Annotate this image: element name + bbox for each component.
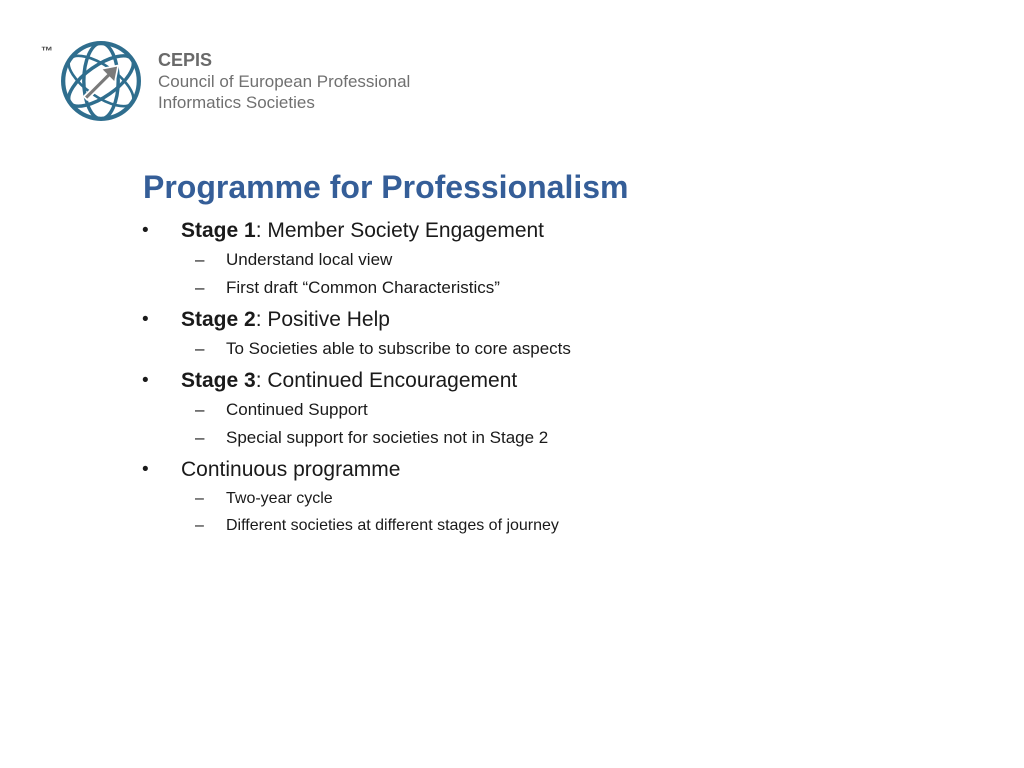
organization-acronym: CEPIS: [158, 50, 213, 70]
sub-item: [181, 485, 960, 512]
sub-list: [181, 335, 960, 363]
bullet-text: : Continued Encouragement: [255, 369, 518, 392]
sub-marker: –: [195, 400, 205, 419]
sub-list: [181, 246, 960, 302]
sub-marker: –: [195, 490, 204, 507]
sub-item-text: First draft “Common Characteristics”: [226, 278, 500, 297]
slide-title: Programme for Professionalism: [143, 169, 629, 205]
sub-item: [181, 424, 960, 452]
bullet-marker: •: [142, 370, 149, 391]
bullet-continuous-programme: [140, 455, 960, 539]
sub-marker: –: [195, 517, 204, 534]
bullet-bold-label: Stage 3: [181, 369, 256, 392]
sub-item-text: Two-year cycle: [226, 490, 333, 507]
bullet-text: Continuous programme: [181, 458, 401, 481]
sub-item-text: Different societies at different stages of journey: [226, 517, 559, 534]
sub-item: [181, 512, 960, 539]
sub-item-text: Continued Support: [226, 400, 368, 419]
organization-name-line-2: Informatics Societies: [158, 93, 315, 112]
organization-name-line-1: Council of European Professional: [158, 72, 411, 91]
bullet-bold-label: Stage 2: [181, 308, 256, 331]
bullet-stage-3: [140, 366, 960, 452]
sub-item: [181, 274, 960, 302]
sub-marker: –: [195, 428, 205, 447]
bullet-list: [140, 216, 960, 542]
bullet-marker: •: [142, 459, 149, 480]
sub-item-text: Special support for societies not in Stage 2: [226, 428, 549, 447]
bullet-marker: •: [142, 220, 149, 241]
sub-item-text: Understand local view: [226, 250, 393, 269]
bullet-marker: •: [142, 309, 149, 330]
sub-item: [181, 396, 960, 424]
globe-arrow-icon: [58, 38, 144, 124]
bullet-stage-1: [140, 216, 960, 302]
bullet-bold-label: Stage 1: [181, 219, 256, 242]
sub-list: [181, 485, 960, 539]
trademark-symbol: ™: [41, 44, 54, 58]
organization-name: [158, 49, 410, 113]
bullet-text: : Member Society Engagement: [255, 219, 545, 242]
sub-marker: –: [195, 339, 205, 358]
sub-item-text: To Societies able to subscribe to core aspects: [226, 339, 571, 358]
bullet-stage-2: [140, 305, 960, 363]
sub-item: [181, 335, 960, 363]
bullet-text: : Positive Help: [255, 308, 390, 331]
sub-marker: –: [195, 278, 205, 297]
sub-marker: –: [195, 250, 205, 269]
sub-list: [181, 396, 960, 452]
sub-item: [181, 246, 960, 274]
